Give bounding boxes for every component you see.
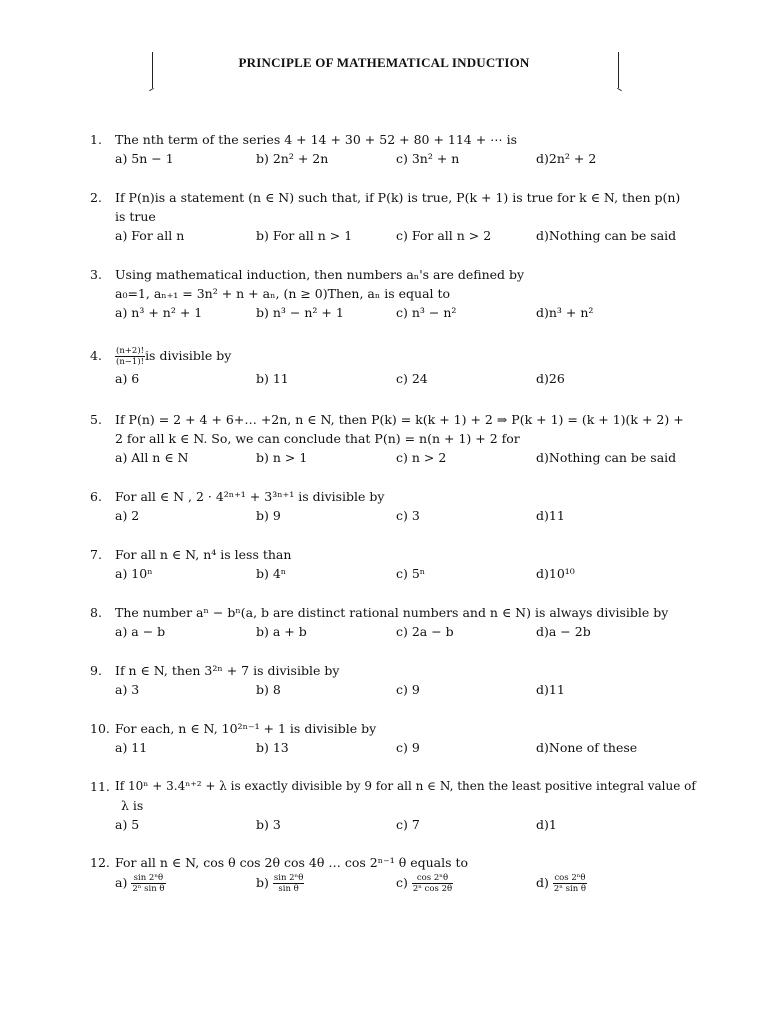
options-row	[115, 564, 690, 583]
options-row	[115, 622, 690, 641]
option-d: d)11	[536, 682, 565, 697]
option-b: b) 9	[256, 508, 281, 523]
question-tail: is divisible by	[145, 348, 232, 363]
fraction-numerator: sin 2ⁿθ	[131, 873, 165, 884]
option-c	[396, 873, 453, 894]
option-c: c) 9	[396, 682, 420, 697]
fraction-denominator: 2ⁿ sin θ	[553, 884, 587, 894]
fraction-numerator: cos 2ⁿθ	[554, 873, 586, 883]
option-a: a) n³ + n² + 1	[115, 305, 203, 320]
option-c: c) 5ⁿ	[396, 566, 426, 581]
option-a	[115, 873, 166, 894]
option-a: a) 5	[115, 817, 140, 832]
question-text: For all n ∈ N, n⁴ is less than	[115, 547, 292, 562]
question-text-line-1: Using mathematical induction, then numbers aₙ's are defined by	[115, 267, 525, 282]
option-d: d)10¹⁰	[536, 566, 575, 581]
question-number: 1.	[90, 132, 102, 147]
option-a: a) 10ⁿ	[115, 566, 153, 581]
option-b: b) a + b	[256, 624, 307, 639]
fraction-denominator: sin θ	[278, 884, 299, 894]
option-a: a) All n ∈ N	[115, 450, 189, 465]
question-text: If P(n)is a statement (n ∈ N) such that, if P(k) is true, P(k + 1) is true for k ∈ N, then p(n) is true	[115, 190, 681, 224]
option-c: c) 3n² + n	[396, 151, 460, 166]
question-number: 9.	[90, 663, 102, 678]
question-8	[90, 603, 690, 641]
question-6	[90, 487, 690, 525]
question-11	[90, 777, 730, 834]
options-row	[115, 369, 690, 388]
option-d: d)Nothing can be said	[536, 228, 677, 243]
option-c: c) 24	[396, 371, 428, 386]
page-title: PRINCIPLE OF MATHEMATICAL INDUCTION	[238, 55, 530, 70]
option-b: b) n > 1	[256, 450, 308, 465]
option-b: b) 3	[256, 817, 281, 832]
fraction-denominator: 2ⁿ cos 2θ	[412, 884, 453, 894]
question-text-line-1: If P(n) = 2 + 4 + 6+… +2n, n ∈ N, then P(k) = k(k + 1) + 2 ⇒ P(k + 1) = (k + 1)(k + 2) +	[115, 412, 684, 427]
option-a: a) For all n	[115, 228, 185, 243]
question-12	[90, 853, 690, 899]
option-c: c) n > 2	[396, 450, 447, 465]
question-number: 4.	[90, 348, 102, 363]
options-row	[115, 448, 690, 467]
question-number: 7.	[90, 547, 102, 562]
option-c: c) 9	[396, 740, 420, 755]
question-9	[90, 661, 690, 699]
question-10	[90, 719, 690, 757]
options-row	[115, 149, 690, 168]
options-row	[115, 815, 730, 834]
question-1	[90, 130, 690, 168]
fraction-denominator: (n−1)!	[116, 357, 145, 367]
question-text	[115, 346, 690, 367]
option-d: d)11	[536, 508, 565, 523]
option-b: b) 2n² + 2n	[256, 151, 329, 166]
question-number: 10.	[90, 721, 110, 736]
question-number: 11.	[90, 779, 110, 794]
option-c: c) n³ − n²	[396, 305, 457, 320]
fraction-denominator: 2ⁿ sin θ	[132, 884, 165, 894]
option-label: c)	[396, 875, 408, 890]
option-fraction	[131, 873, 165, 894]
option-d: d)26	[536, 371, 565, 386]
options-row	[115, 680, 690, 699]
question-number: 5.	[90, 412, 102, 427]
question-number: 3.	[90, 267, 102, 282]
options-row	[115, 303, 690, 322]
question-text: For each, n ∈ N, 10²ⁿ⁻¹ + 1 is divisible by	[115, 721, 377, 736]
question-text: If n ∈ N, then 3²ⁿ + 7 is divisible by	[115, 663, 340, 678]
option-d: d)None of these	[536, 740, 638, 755]
question-text-line-2: a₀=1, aₙ₊₁ = 3n² + n + aₙ, (n ≥ 0)Then, aₙ is equal to	[115, 286, 451, 301]
question-number: 12.	[90, 855, 110, 870]
option-d: d)Nothing can be said	[536, 450, 677, 465]
question-number: 2.	[90, 190, 102, 205]
option-b: b) 13	[256, 740, 289, 755]
fraction-numerator: sin 2ⁿθ	[273, 873, 304, 883]
question-7	[90, 545, 690, 583]
option-a: a) 6	[115, 371, 140, 386]
option-c: c) 7	[396, 817, 420, 832]
option-fraction	[553, 873, 587, 894]
question-text-line-2: 2 for all k ∈ N. So, we can conclude that P(n) = n(n + 1) + 2 for	[115, 431, 520, 446]
question-2	[90, 188, 690, 245]
question-text: For all n ∈ N, cos θ cos 2θ cos 4θ … cos 2ⁿ⁻¹ θ equals to	[115, 855, 469, 870]
option-b: b) n³ − n² + 1	[256, 305, 344, 320]
option-d: d)n³ + n²	[536, 305, 594, 320]
option-fraction	[273, 873, 304, 894]
option-label: d)	[536, 875, 549, 890]
option-d: d)2n² + 2	[536, 151, 597, 166]
factorial-fraction	[115, 346, 145, 367]
option-d	[536, 873, 587, 894]
question-5	[90, 410, 690, 467]
options-row	[115, 226, 690, 245]
option-c: c) 3	[396, 508, 420, 523]
option-b: b) 8	[256, 682, 281, 697]
option-fraction	[412, 873, 453, 894]
option-label: a)	[115, 875, 128, 890]
option-a: a) 2	[115, 508, 140, 523]
question-text: The nth term of the series 4 + 14 + 30 + 52 + 80 + 114 + ⋯ is	[115, 132, 518, 147]
question-4	[90, 346, 690, 388]
options-row	[115, 506, 690, 525]
option-d: d)a − 2b	[536, 624, 591, 639]
option-a: a) 3	[115, 682, 140, 697]
option-b: b) 11	[256, 371, 289, 386]
option-a: a) a − b	[115, 624, 166, 639]
question-text: For all ∈ N , 2 · 4²ⁿ⁺¹ + 3³ⁿ⁺¹ is divisible by	[115, 489, 385, 504]
fraction-numerator: cos 2ⁿθ	[412, 873, 453, 884]
option-c: c) For all n > 2	[396, 228, 492, 243]
option-b	[256, 873, 304, 894]
option-a: a) 11	[115, 740, 148, 755]
option-label: b)	[256, 875, 269, 890]
options-row	[115, 873, 690, 899]
question-text-line-1: If 10ⁿ + 3.4ⁿ⁺² + λ is exactly divisible by 9 for all n ∈ N, then the least positive integral value of	[115, 779, 696, 793]
question-text-line-2: λ is	[121, 798, 144, 813]
options-row	[115, 738, 690, 757]
fraction-numerator: (n+2)!	[116, 346, 145, 356]
option-d: d)1	[536, 817, 557, 832]
question-text: The number aⁿ − bⁿ(a, b are distinct rational numbers and n ∈ N) is always divisible by	[115, 605, 669, 620]
question-3	[90, 265, 690, 322]
option-b: b) 4ⁿ	[256, 566, 287, 581]
question-number: 6.	[90, 489, 102, 504]
option-a: a) 5n − 1	[115, 151, 174, 166]
option-c: c) 2a − b	[396, 624, 454, 639]
question-number: 8.	[90, 605, 102, 620]
option-b: b) For all n > 1	[256, 228, 353, 243]
